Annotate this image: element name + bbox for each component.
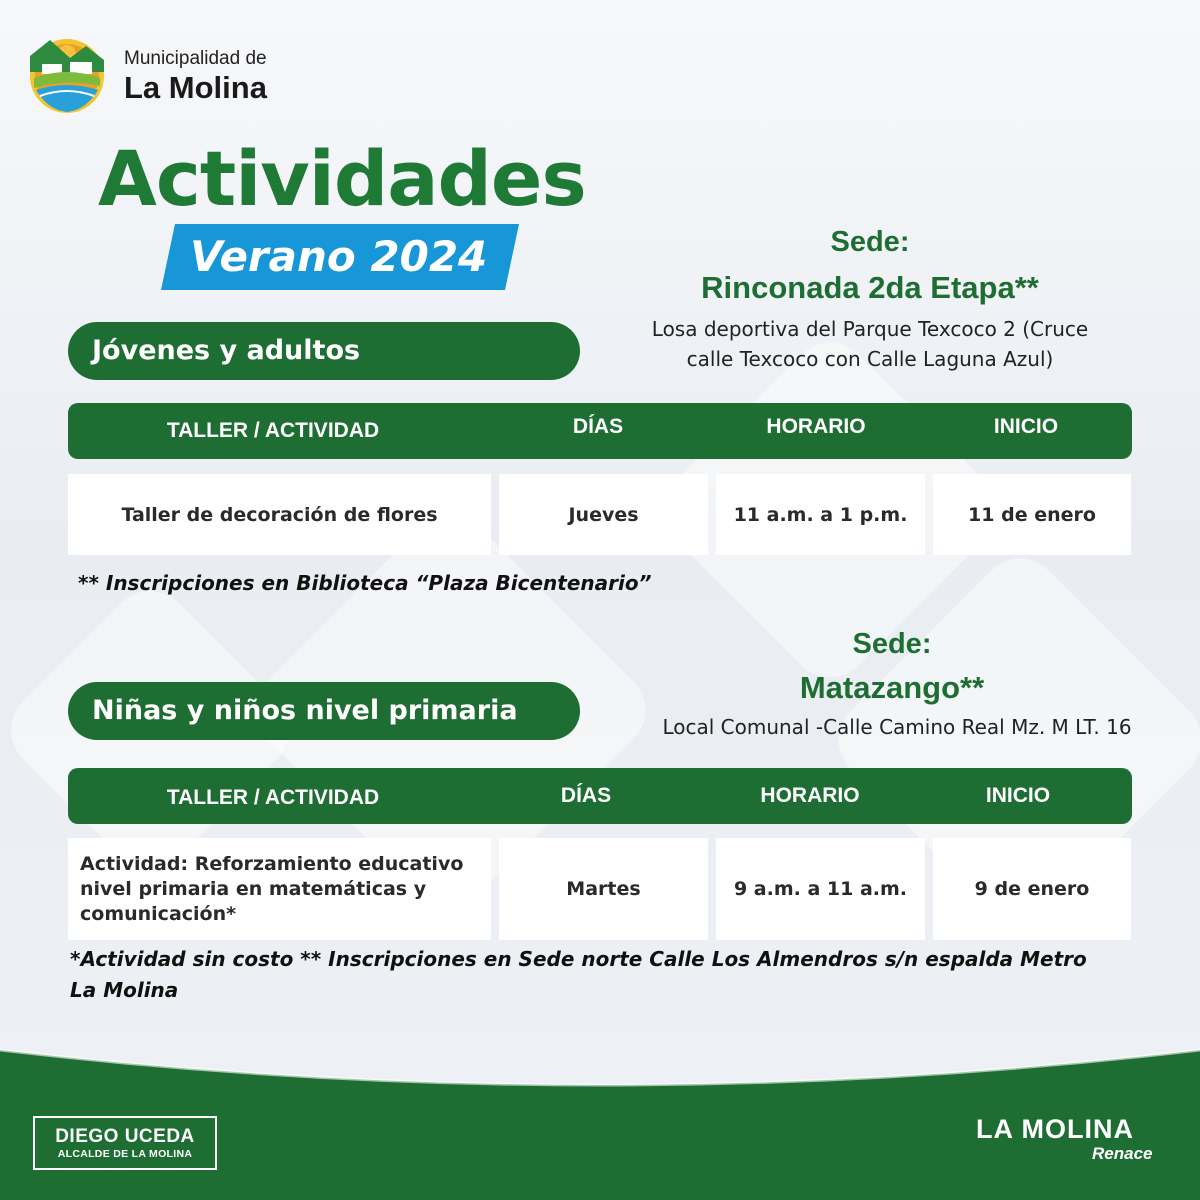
sede2-address: Local Comunal -Calle Camino Real Mz. M LT. 16 — [662, 715, 1132, 739]
sede1-address-line2: calle Texcoco con Calle Laguna Azul) — [686, 347, 1054, 371]
municipality-label: Municipalidad de — [124, 48, 267, 69]
section2-note-line1: *Actividad sin costo ** Inscripciones en Sede norte Calle Los Almendros s/n espalda Metro — [70, 947, 1087, 971]
sede2-name: Matazango** — [799, 670, 985, 705]
header-horario: HORARIO — [760, 784, 860, 807]
mayor-name: DIEGO UCEDA — [55, 1126, 195, 1147]
table1-cell-activity: Taller de decoración de flores — [68, 474, 491, 555]
sede1-name: Rinconada 2da Etapa** — [701, 270, 1039, 305]
header-dias: DÍAS — [572, 415, 624, 438]
sede1-address-line1: Losa deportiva del Parque Texcoco 2 (Cruce — [651, 317, 1089, 341]
mayor-role: ALCALDE DE LA MOLINA — [57, 1148, 193, 1160]
mayor-badge — [33, 1116, 217, 1170]
header-taller: TALLER / ACTIVIDAD — [166, 786, 380, 809]
table2-header — [68, 768, 1132, 824]
table2-cell-schedule: 9 a.m. a 11 a.m. — [716, 838, 925, 940]
header-taller: TALLER / ACTIVIDAD — [166, 419, 380, 442]
header-inicio: INICIO — [993, 415, 1059, 438]
la-molina-logo-icon — [26, 26, 108, 114]
header-horario: HORARIO — [766, 415, 866, 438]
table2-cell-activity — [68, 838, 491, 940]
activity-line: comunicación* — [80, 902, 237, 925]
header-dias: DÍAS — [560, 784, 612, 807]
table1-header — [68, 403, 1132, 459]
brand-tag: Renace — [1092, 1144, 1153, 1163]
municipality-name: La Molina — [124, 70, 267, 105]
header-inicio: INICIO — [985, 784, 1051, 807]
page-title: Actividades — [98, 134, 586, 223]
activity-line: nivel primaria en matemáticas y — [80, 877, 427, 900]
sede1-label: Sede: — [830, 226, 910, 258]
table1-cell-schedule: 11 a.m. a 1 p.m. — [716, 474, 925, 555]
page-subtitle: Verano 2024 — [190, 232, 488, 281]
brand-name: LA MOLINA — [976, 1114, 1134, 1144]
activity-line: Actividad: Reforzamiento educativo — [80, 852, 464, 875]
table2-cell-days: Martes — [499, 838, 708, 940]
group-ninas-ninos: Niñas y niños nivel primaria — [68, 682, 580, 740]
table2-cell-start: 9 de enero — [933, 838, 1131, 940]
sede2-label: Sede: — [852, 628, 932, 660]
section2-note-line2: La Molina — [70, 978, 179, 1002]
table1-cell-start: 11 de enero — [933, 474, 1131, 555]
section1-note: ** Inscripciones en Biblioteca “Plaza Bicentenario” — [78, 571, 652, 595]
table1-cell-days: Jueves — [499, 474, 708, 555]
group-jovenes-adultos: Jóvenes y adultos — [68, 322, 580, 380]
